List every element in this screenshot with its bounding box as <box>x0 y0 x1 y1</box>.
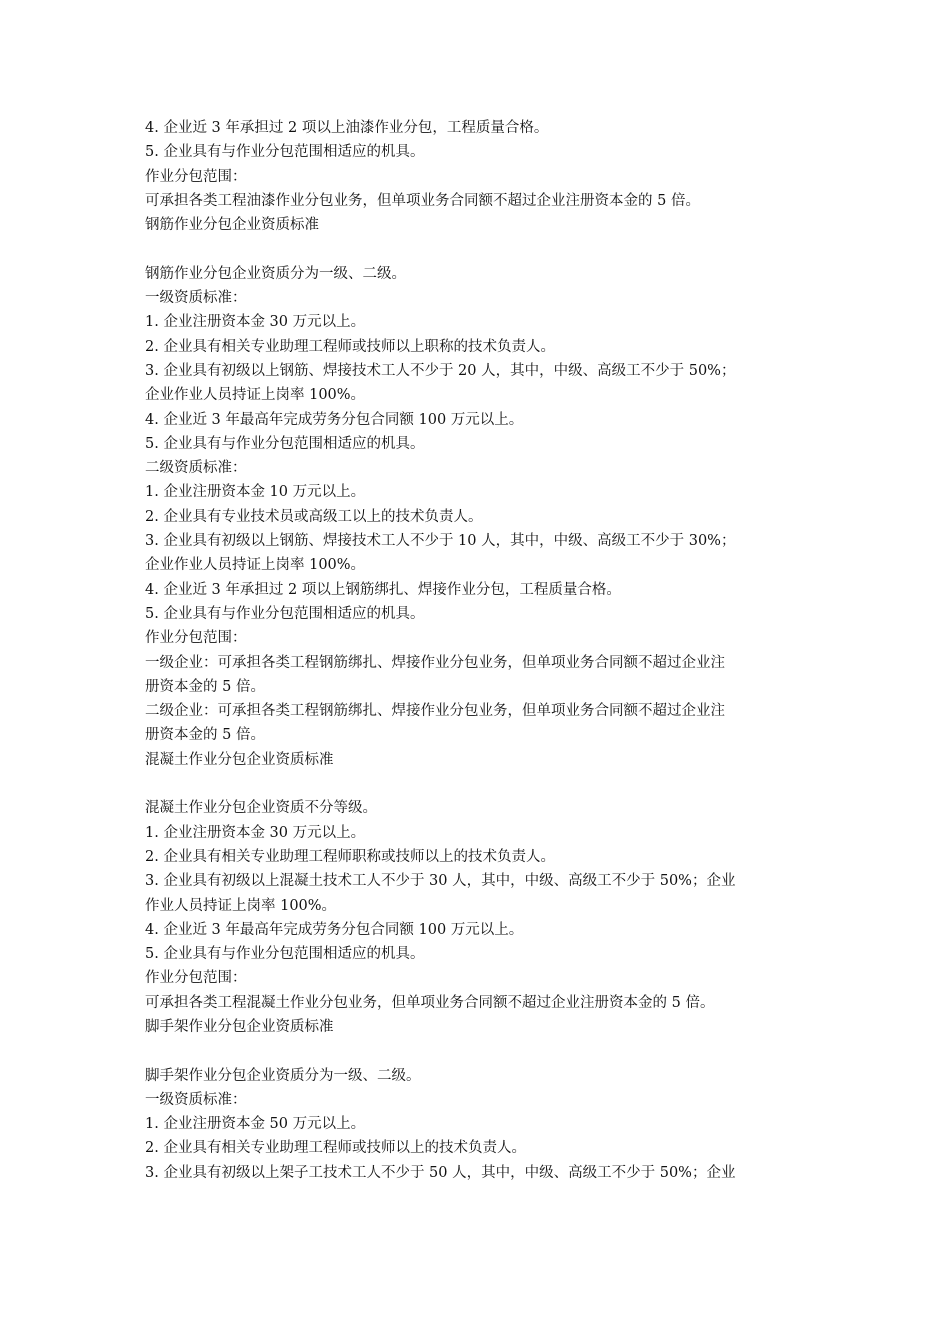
text-line: 一级企业：可承担各类工程钢筋绑扎、焊接作业分包业务，但单项业务合同额不超过企业注 <box>145 654 725 671</box>
text-line: 脚手架作业分包企业资质分为一级、二级。 <box>145 1067 421 1084</box>
text-line: 5. 企业具有与作业分包范围相适应的机具。 <box>145 605 425 622</box>
text-line: 企业作业人员持证上岗率 100%。 <box>145 557 366 574</box>
text-line: 3. 企业具有初级以上钢筋、焊接技术工人不少于 10 人，其中，中级、高级工不少于 30%； <box>145 533 736 550</box>
text-line: 一级资质标准： <box>145 1091 247 1108</box>
text-line: 企业作业人员持证上岗率 100%。 <box>145 387 366 404</box>
text-line: 2. 企业具有相关专业助理工程师职称或技师以上的技术负责人。 <box>145 848 555 865</box>
blank-line <box>145 772 813 796</box>
text-line: 4. 企业近 3 年承担过 2 项以上钢筋绑扎、焊接作业分包，工程质量合格。 <box>145 581 621 598</box>
text-line: 5. 企业具有与作业分包范围相适应的机具。 <box>145 946 425 963</box>
text-line: 1. 企业注册资本金 50 万元以上。 <box>145 1116 366 1133</box>
text-line: 4. 企业近 3 年最高年完成劳务分包合同额 100 万元以上。 <box>145 921 524 938</box>
text-line: 册资本金的 5 倍。 <box>145 727 265 744</box>
text-line: 作业人员持证上岗率 100%。 <box>145 897 337 914</box>
text-line: 混凝土作业分包企业资质标准 <box>145 751 334 768</box>
text-line: 钢筋作业分包企业资质标准 <box>145 217 319 234</box>
text-line: 4. 企业近 3 年最高年完成劳务分包合同额 100 万元以上。 <box>145 411 524 428</box>
text-line: 1. 企业注册资本金 30 万元以上。 <box>145 824 366 841</box>
text-line: 3. 企业具有初级以上架子工技术工人不少于 50 人，其中，中级、高级工不少于 50%；企业 <box>145 1164 736 1181</box>
text-line: 3. 企业具有初级以上钢筋、焊接技术工人不少于 20 人，其中，中级、高级工不少于 50%； <box>145 362 736 379</box>
blank-line <box>145 1039 813 1063</box>
text-line: 一级资质标准： <box>145 290 247 307</box>
text-line: 2. 企业具有相关专业助理工程师或技师以上的技术负责人。 <box>145 1140 526 1157</box>
text-line: 作业分包范围： <box>145 630 247 647</box>
text-line: 2. 企业具有相关专业助理工程师或技师以上职称的技术负责人。 <box>145 338 555 355</box>
text-line: 1. 企业注册资本金 10 万元以上。 <box>145 484 366 501</box>
text-line: 二级资质标准： <box>145 460 247 477</box>
document-page <box>145 116 813 1185</box>
text-line: 钢筋作业分包企业资质分为一级、二级。 <box>145 265 406 282</box>
text-line: 二级企业：可承担各类工程钢筋绑扎、焊接作业分包业务，但单项业务合同额不超过企业注 <box>145 703 725 720</box>
text-line: 作业分包范围： <box>145 168 247 185</box>
text-line: 5. 企业具有与作业分包范围相适应的机具。 <box>145 144 425 161</box>
text-line: 可承担各类工程油漆作业分包业务，但单项业务合同额不超过企业注册资本金的 5 倍。 <box>145 192 700 209</box>
text-line: 作业分包范围： <box>145 970 247 987</box>
text-line: 3. 企业具有初级以上混凝土技术工人不少于 30 人，其中，中级、高级工不少于 50%；企业 <box>145 873 736 890</box>
text-line: 1. 企业注册资本金 30 万元以上。 <box>145 314 366 331</box>
text-line: 混凝土作业分包企业资质不分等级。 <box>145 800 377 817</box>
text-line: 5. 企业具有与作业分包范围相适应的机具。 <box>145 435 425 452</box>
text-line: 册资本金的 5 倍。 <box>145 678 265 695</box>
text-line: 2. 企业具有专业技术员或高级工以上的技术负责人。 <box>145 508 483 525</box>
blank-line <box>145 237 813 261</box>
text-line: 可承担各类工程混凝土作业分包业务，但单项业务合同额不超过企业注册资本金的 5 倍。 <box>145 994 715 1011</box>
text-line: 脚手架作业分包企业资质标准 <box>145 1018 334 1035</box>
text-line: 4. 企业近 3 年承担过 2 项以上油漆作业分包，工程质量合格。 <box>145 120 549 136</box>
